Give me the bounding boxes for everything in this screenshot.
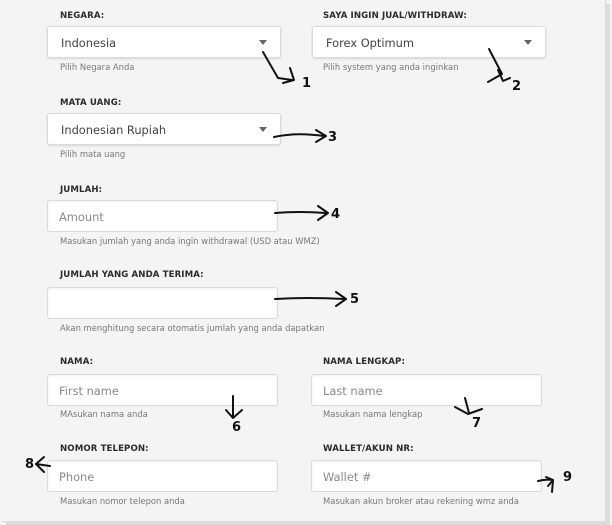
annotation-number-4: 4 — [331, 207, 341, 222]
phone-input[interactable] — [47, 460, 278, 492]
negara-select[interactable] — [47, 26, 281, 58]
wallet-label: WALLET/AKUN NR: — [323, 444, 414, 454]
wallet-input[interactable] — [311, 460, 542, 492]
nama-help: MAsukan nama anda — [60, 409, 148, 419]
mata-uang-value: Indonesian Rupiah — [61, 123, 167, 137]
first-name-placeholder: First name — [59, 384, 119, 398]
chevron-down-icon — [259, 40, 267, 45]
annotation-number-7: 7 — [472, 416, 482, 431]
withdraw-system-value: Forex Optimum — [326, 36, 414, 50]
mata-uang-select[interactable] — [47, 113, 281, 145]
nama-lengkap-help: Masukan nama lengkap — [323, 409, 423, 419]
annotation-number-1: 1 — [302, 76, 312, 91]
chevron-down-icon — [524, 40, 532, 45]
wallet-placeholder: Wallet # — [323, 470, 372, 484]
mata-uang-help: Pilih mata uang — [60, 149, 126, 159]
panel-shadow-bottom — [6, 521, 610, 525]
last-name-placeholder: Last name — [323, 384, 383, 398]
received-amount-input[interactable] — [47, 287, 278, 319]
jumlah-terima-help: Akan menghitung secara otomatis jumlah yang anda dapatkan — [60, 323, 325, 333]
negara-label: NEGARA: — [60, 11, 105, 21]
telepon-help: Masukan nomor telepon anda — [60, 496, 185, 506]
negara-help: Pilih Negara Anda — [60, 62, 135, 72]
last-name-input[interactable] — [311, 374, 542, 406]
panel-shadow-right — [605, 4, 610, 523]
amount-input[interactable] — [47, 200, 278, 232]
jumlah-terima-label: JUMLAH YANG ANDA TERIMA: — [60, 270, 204, 280]
amount-placeholder: Amount — [59, 210, 104, 224]
telepon-label: NOMOR TELEPON: — [60, 444, 149, 454]
annotation-number-8: 8 — [25, 457, 35, 472]
wallet-help: Masukan akun broker atau rekening wmz anda — [323, 496, 519, 506]
chevron-down-icon — [259, 127, 267, 132]
withdraw-help: Pilih system yang anda inginkan — [323, 62, 459, 72]
nama-label: NAMA: — [60, 357, 94, 367]
annotation-number-6: 6 — [232, 420, 242, 435]
jumlah-help: Masukan jumlah yang anda ingin withdrawal (USD atau WMZ) — [60, 236, 320, 246]
jumlah-label: JUMLAH: — [60, 185, 103, 195]
annotation-number-5: 5 — [350, 292, 360, 307]
annotation-number-3: 3 — [328, 130, 338, 145]
annotation-number-9: 9 — [563, 470, 573, 485]
annotation-number-2: 2 — [512, 79, 522, 94]
negara-select-value: Indonesia — [61, 36, 117, 50]
withdraw-label: SAYA INGIN JUAL/WITHDRAW: — [323, 11, 467, 21]
phone-placeholder: Phone — [59, 470, 95, 484]
nama-lengkap-label: NAMA LENGKAP: — [323, 357, 405, 367]
first-name-input[interactable] — [47, 374, 278, 406]
withdraw-system-select[interactable] — [312, 26, 546, 58]
mata-uang-label: MATA UANG: — [60, 98, 122, 108]
